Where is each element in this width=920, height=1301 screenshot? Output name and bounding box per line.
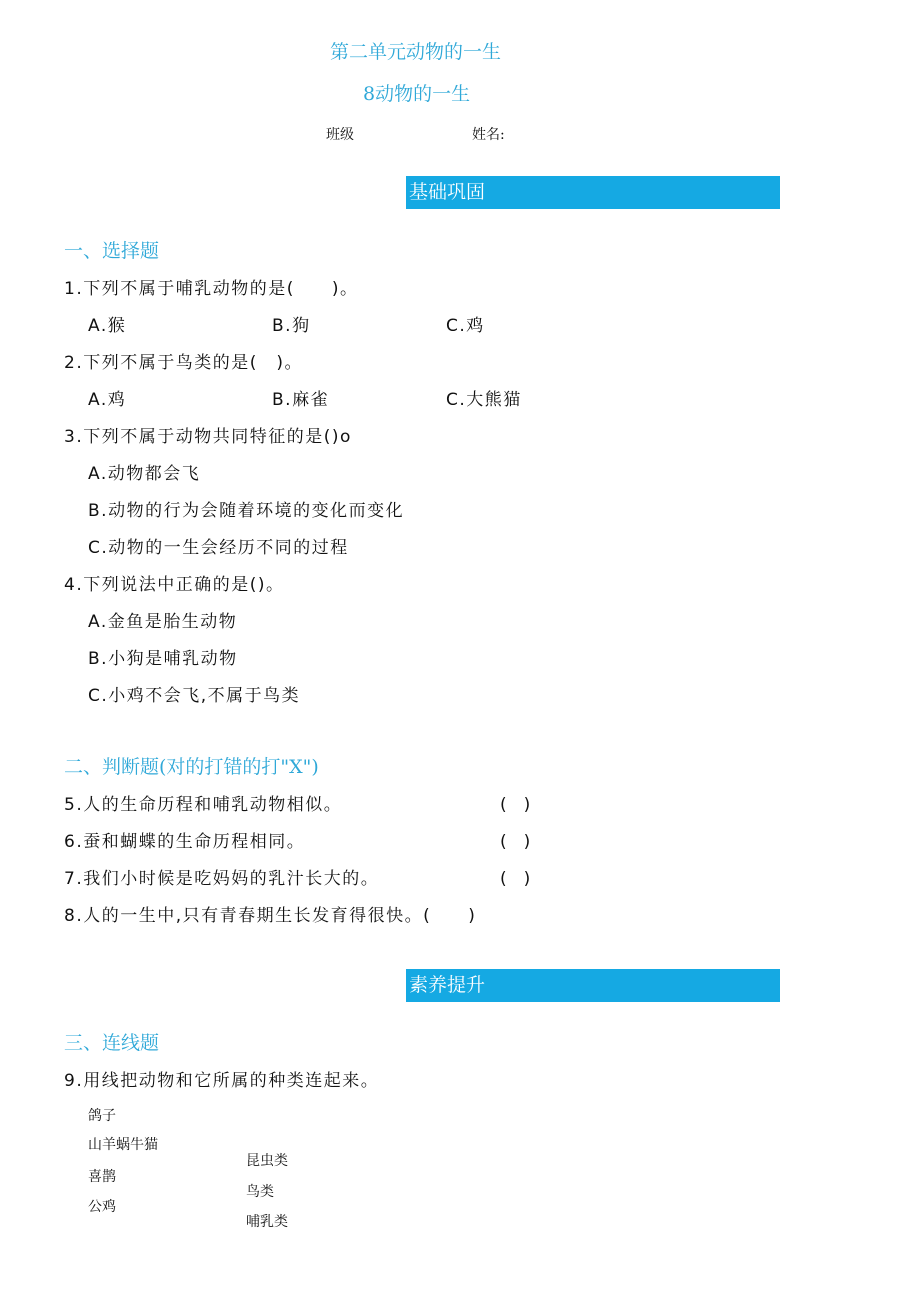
q4-option-c: C.小鸡不会飞,不属于鸟类 <box>88 686 301 706</box>
animal-item[interactable]: 公鸡 <box>88 1199 116 1215</box>
q1-option-c: C.鸡 <box>446 316 485 336</box>
section-heading-match: 三、连线题 <box>64 1032 160 1054</box>
question-5: 5.人的生命历程和哺乳动物相似。 <box>64 795 343 815</box>
animal-item[interactable]: 鸽子 <box>88 1108 116 1124</box>
question-1: 1.下列不属于哺乳动物的是( )。 <box>64 279 359 299</box>
name-label: 姓名: <box>472 127 505 143</box>
section-banner-advanced: 素养提升 <box>406 969 780 1002</box>
question-6: 6.蚕和蝴蝶的生命历程相同。 <box>64 832 306 852</box>
category-item[interactable]: 哺乳类 <box>246 1214 288 1230</box>
q2-option-c: C.大熊猫 <box>446 390 522 410</box>
q4-option-b: B.小狗是哺乳动物 <box>88 649 238 669</box>
q1-option-a: A.猴 <box>88 316 127 336</box>
category-item[interactable]: 昆虫类 <box>246 1153 288 1169</box>
question-7: 7.我们小时候是吃妈妈的乳汁长大的。 <box>64 869 380 889</box>
section-banner-basic: 基础巩固 <box>406 176 780 209</box>
question-2: 2.下列不属于鸟类的是( )。 <box>64 353 303 373</box>
animal-item[interactable]: 喜鹊 <box>88 1169 116 1185</box>
lesson-title: 8动物的一生 <box>363 83 471 105</box>
q4-option-a: A.金鱼是胎生动物 <box>88 612 238 632</box>
q2-option-a: A.鸡 <box>88 390 127 410</box>
class-label: 班级 <box>326 127 354 143</box>
q6-answer-paren[interactable]: ( ) <box>500 832 531 852</box>
section-heading-choice: 一、选择题 <box>64 240 160 262</box>
q3-option-b: B.动物的行为会随着环境的变化而变化 <box>88 501 405 521</box>
q1-option-b: B.狗 <box>272 316 311 336</box>
q7-answer-paren[interactable]: ( ) <box>500 869 531 889</box>
animal-item[interactable]: 山羊蜗牛猫 <box>88 1137 158 1153</box>
q5-answer-paren[interactable]: ( ) <box>500 795 531 815</box>
question-9: 9.用线把动物和它所属的种类连起来。 <box>64 1071 380 1091</box>
q2-option-b: B.麻雀 <box>272 390 330 410</box>
question-4: 4.下列说法中正确的是()。 <box>64 575 285 595</box>
question-8: 8.人的一生中,只有青春期生长发育得很快。( ) <box>64 906 477 926</box>
q3-option-a: A.动物都会飞 <box>88 464 201 484</box>
section-heading-judge: 二、判断题(对的打错的打"X") <box>64 756 319 778</box>
q3-option-c: C.动物的一生会经历不同的过程 <box>88 538 349 558</box>
category-item[interactable]: 鸟类 <box>246 1184 274 1200</box>
question-3: 3.下列不属于动物共同特征的是()o <box>64 427 352 447</box>
unit-title: 第二单元动物的一生 <box>330 41 502 63</box>
